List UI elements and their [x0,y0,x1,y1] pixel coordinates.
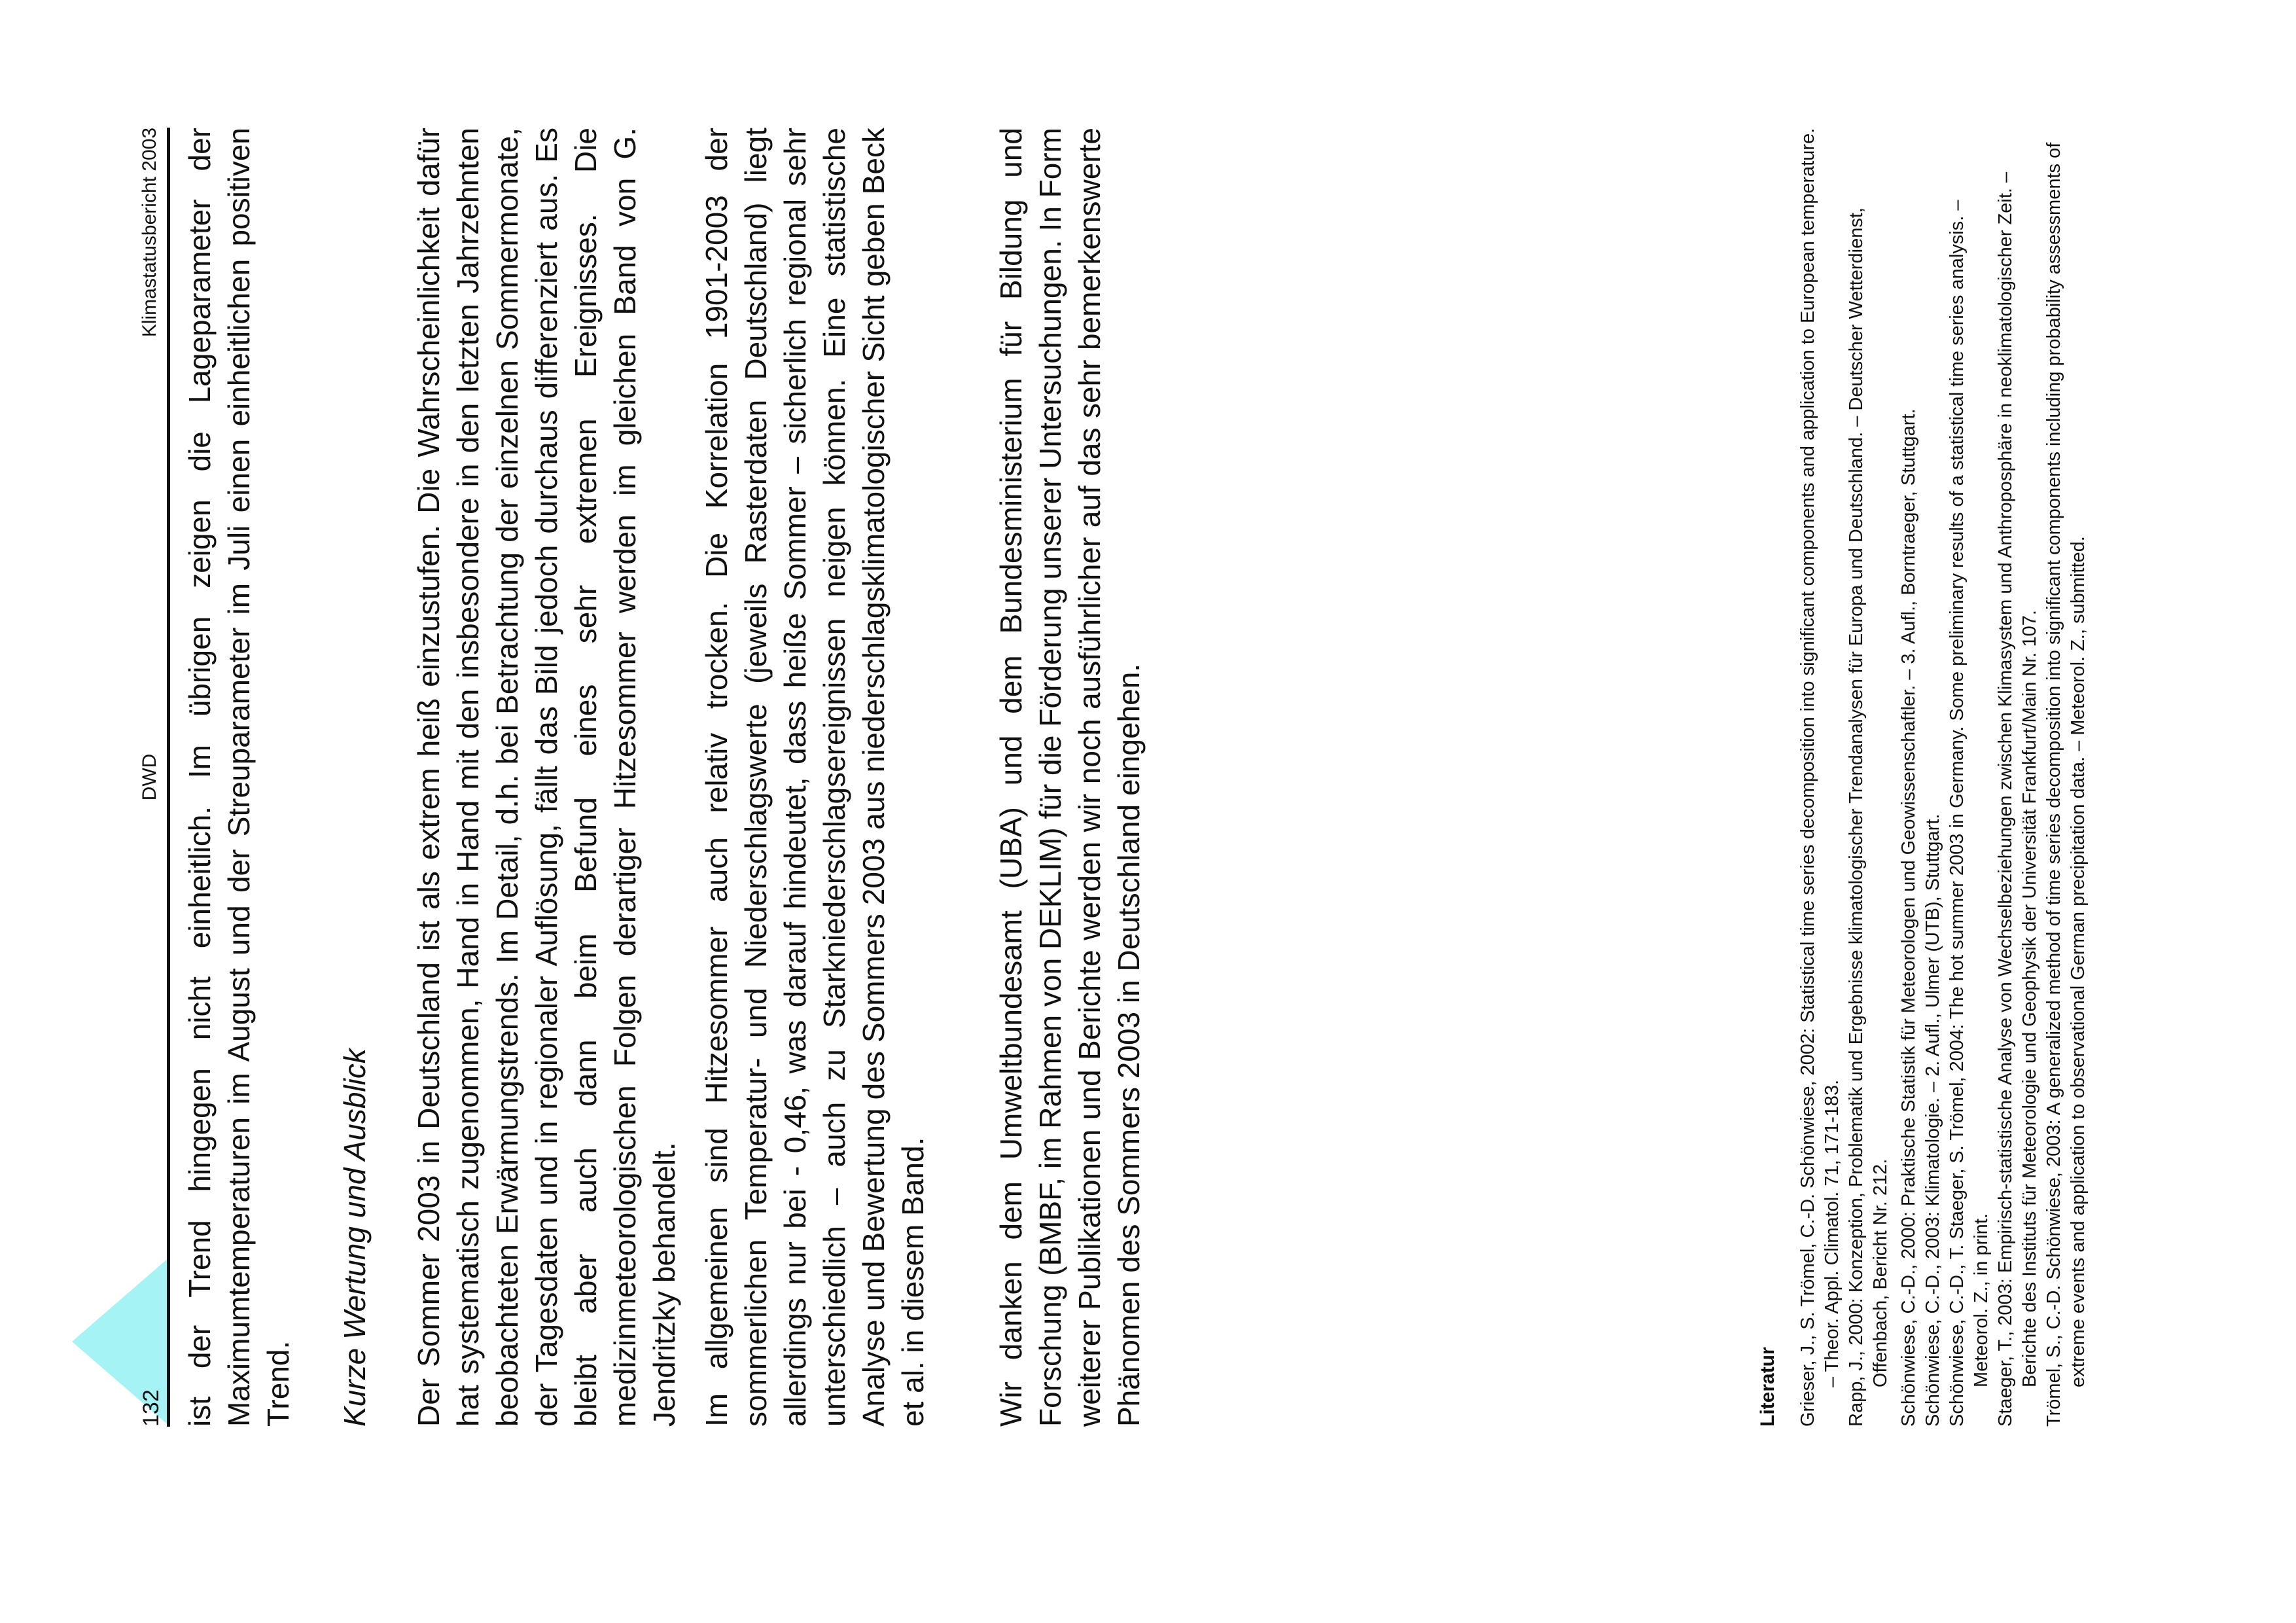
running-header [124,128,170,1427]
reference-item: Schönwiese, C.-D., T. Staeger, S. Trömel, 2004: The hot summer 2003 in Germany. Some preliminary results of a statistical time series analysis. – Meteorol. Z., in print. [1947,200,1992,1427]
reference-item: Trömel, S., C.-D. Schönwiese, 2003: A generalized method of time series decomposition into significant components including probability assessments of extreme events and application to observational German precipitation data. – Meteorol. Z., submitted. [2043,142,2089,1427]
literature-heading: Literatur [1757,1347,1778,1427]
paragraph-text: Wir danken dem Umweltbundesamt (UBA) und dem Bundesministerium für Bildung und Forschung (BMBF, im Rahmen von DEKLIM) für die Förderung unserer Untersuchungen. In Form weiterer Publikationen und Berichte werden wir noch ausführlicher auf das sehr bemerkenswerte Phänomen des Sommers 2003 in Deutschland eingehen. [994,128,1146,1427]
body-paragraph-4 [991,128,1148,1427]
reference-item: Staeger, T., 2003: Empirisch-statistische Analyse von Wechselbeziehungen zwischen Klimasystem und Anthroposphäre in neoklimatologischer Zeit. – Berichte des Instituts für Meteorologie und Geophysik der Universität Frankfurt/Main Nr. 107. [1995,171,2040,1427]
section-subheading: Kurze Wertung und Ausblick [338,1048,372,1427]
page-number: 132 [139,1389,164,1427]
body-paragraph-3 [697,128,932,1427]
header-publisher: DWD [139,753,160,801]
reference-item: Grieser, J., S. Trömel, C.-D. Schönwiese, 2002: Statistical time series decomposition into significant components and application to European temperature. – Theor. Appl. Climatol. 71, 171-183. [1797,128,1843,1427]
paragraph-text: Im allgemeinen sind Hitzesommer auch relativ trocken. Die Korrelation 1901-2003 der sommerlichen Temperatur- und Niederschlagswerte (jeweils Rasterdaten Deutschland) liegt allerdings nur bei - 0,46, was darauf hindeutet, dass heiße Sommer – sicherlich regional sehr unterschiedlich – auch zu Starkniederschlagsereignissen neigen können. Eine statistische Analyse und Bewertung des Sommers 2003 aus niederschlagsklimatologischer Sicht geben Beck et al. in diesem Band. [699,128,930,1427]
reference-item: Schönwiese, C.-D., 2003: Klimatologie. – 2. Aufl., Ulmer (UTB), Stuttgart. [1922,813,1943,1427]
body-paragraph-1 [180,128,298,1427]
reference-item: Rapp, J., 2000: Konzeption, Problematik und Ergebnisse klimatologischer Trendanalysen für Europa und Deutschland. – Deutscher Wetterdienst, Offenbach, Bericht Nr. 212. [1846,207,1891,1427]
header-rule [167,128,170,1427]
header-report-title: Klimastatusbericht 2003 [139,128,160,338]
body-paragraph-2 [409,128,684,1427]
paragraph-text: Der Sommer 2003 in Deutschland ist als extrem heiß einzustufen. Die Wahrscheinlichkeit dafür hat systematisch zugenommen, Hand in Hand mit den insbesondere in den letzten Jahrzehnten beobachteten Erwärmungstrends. Im Detail, d.h. bei Betrachtung der einzelnen Sommermonate, der Tagesdaten und in regionaler Auflösung, fällt das Bild jedoch durchaus differenziert aus. Es bleibt aber auch dann beim Befund eines sehr extremen Ereignisses. Die medizinmeteorologischen Folgen derartiger Hitzesommer werden im gleichen Band von G. Jendritzky behandelt. [412,128,681,1427]
paragraph-text: ist der Trend hingegen nicht einheitlich. Im übrigen zeigen die Lageparameter der Maximumtemperaturen im August und der Streuparameter im Juli einen einheitlichen positiven Trend. [183,128,295,1427]
reference-item: Schönwiese, C.-D., 2000: Praktische Statistik für Meteorologen und Geowissenschaftler. – 3. Aufl., Borntraeger, Stuttgart. [1898,408,1919,1427]
reference-list [1796,128,2091,1427]
